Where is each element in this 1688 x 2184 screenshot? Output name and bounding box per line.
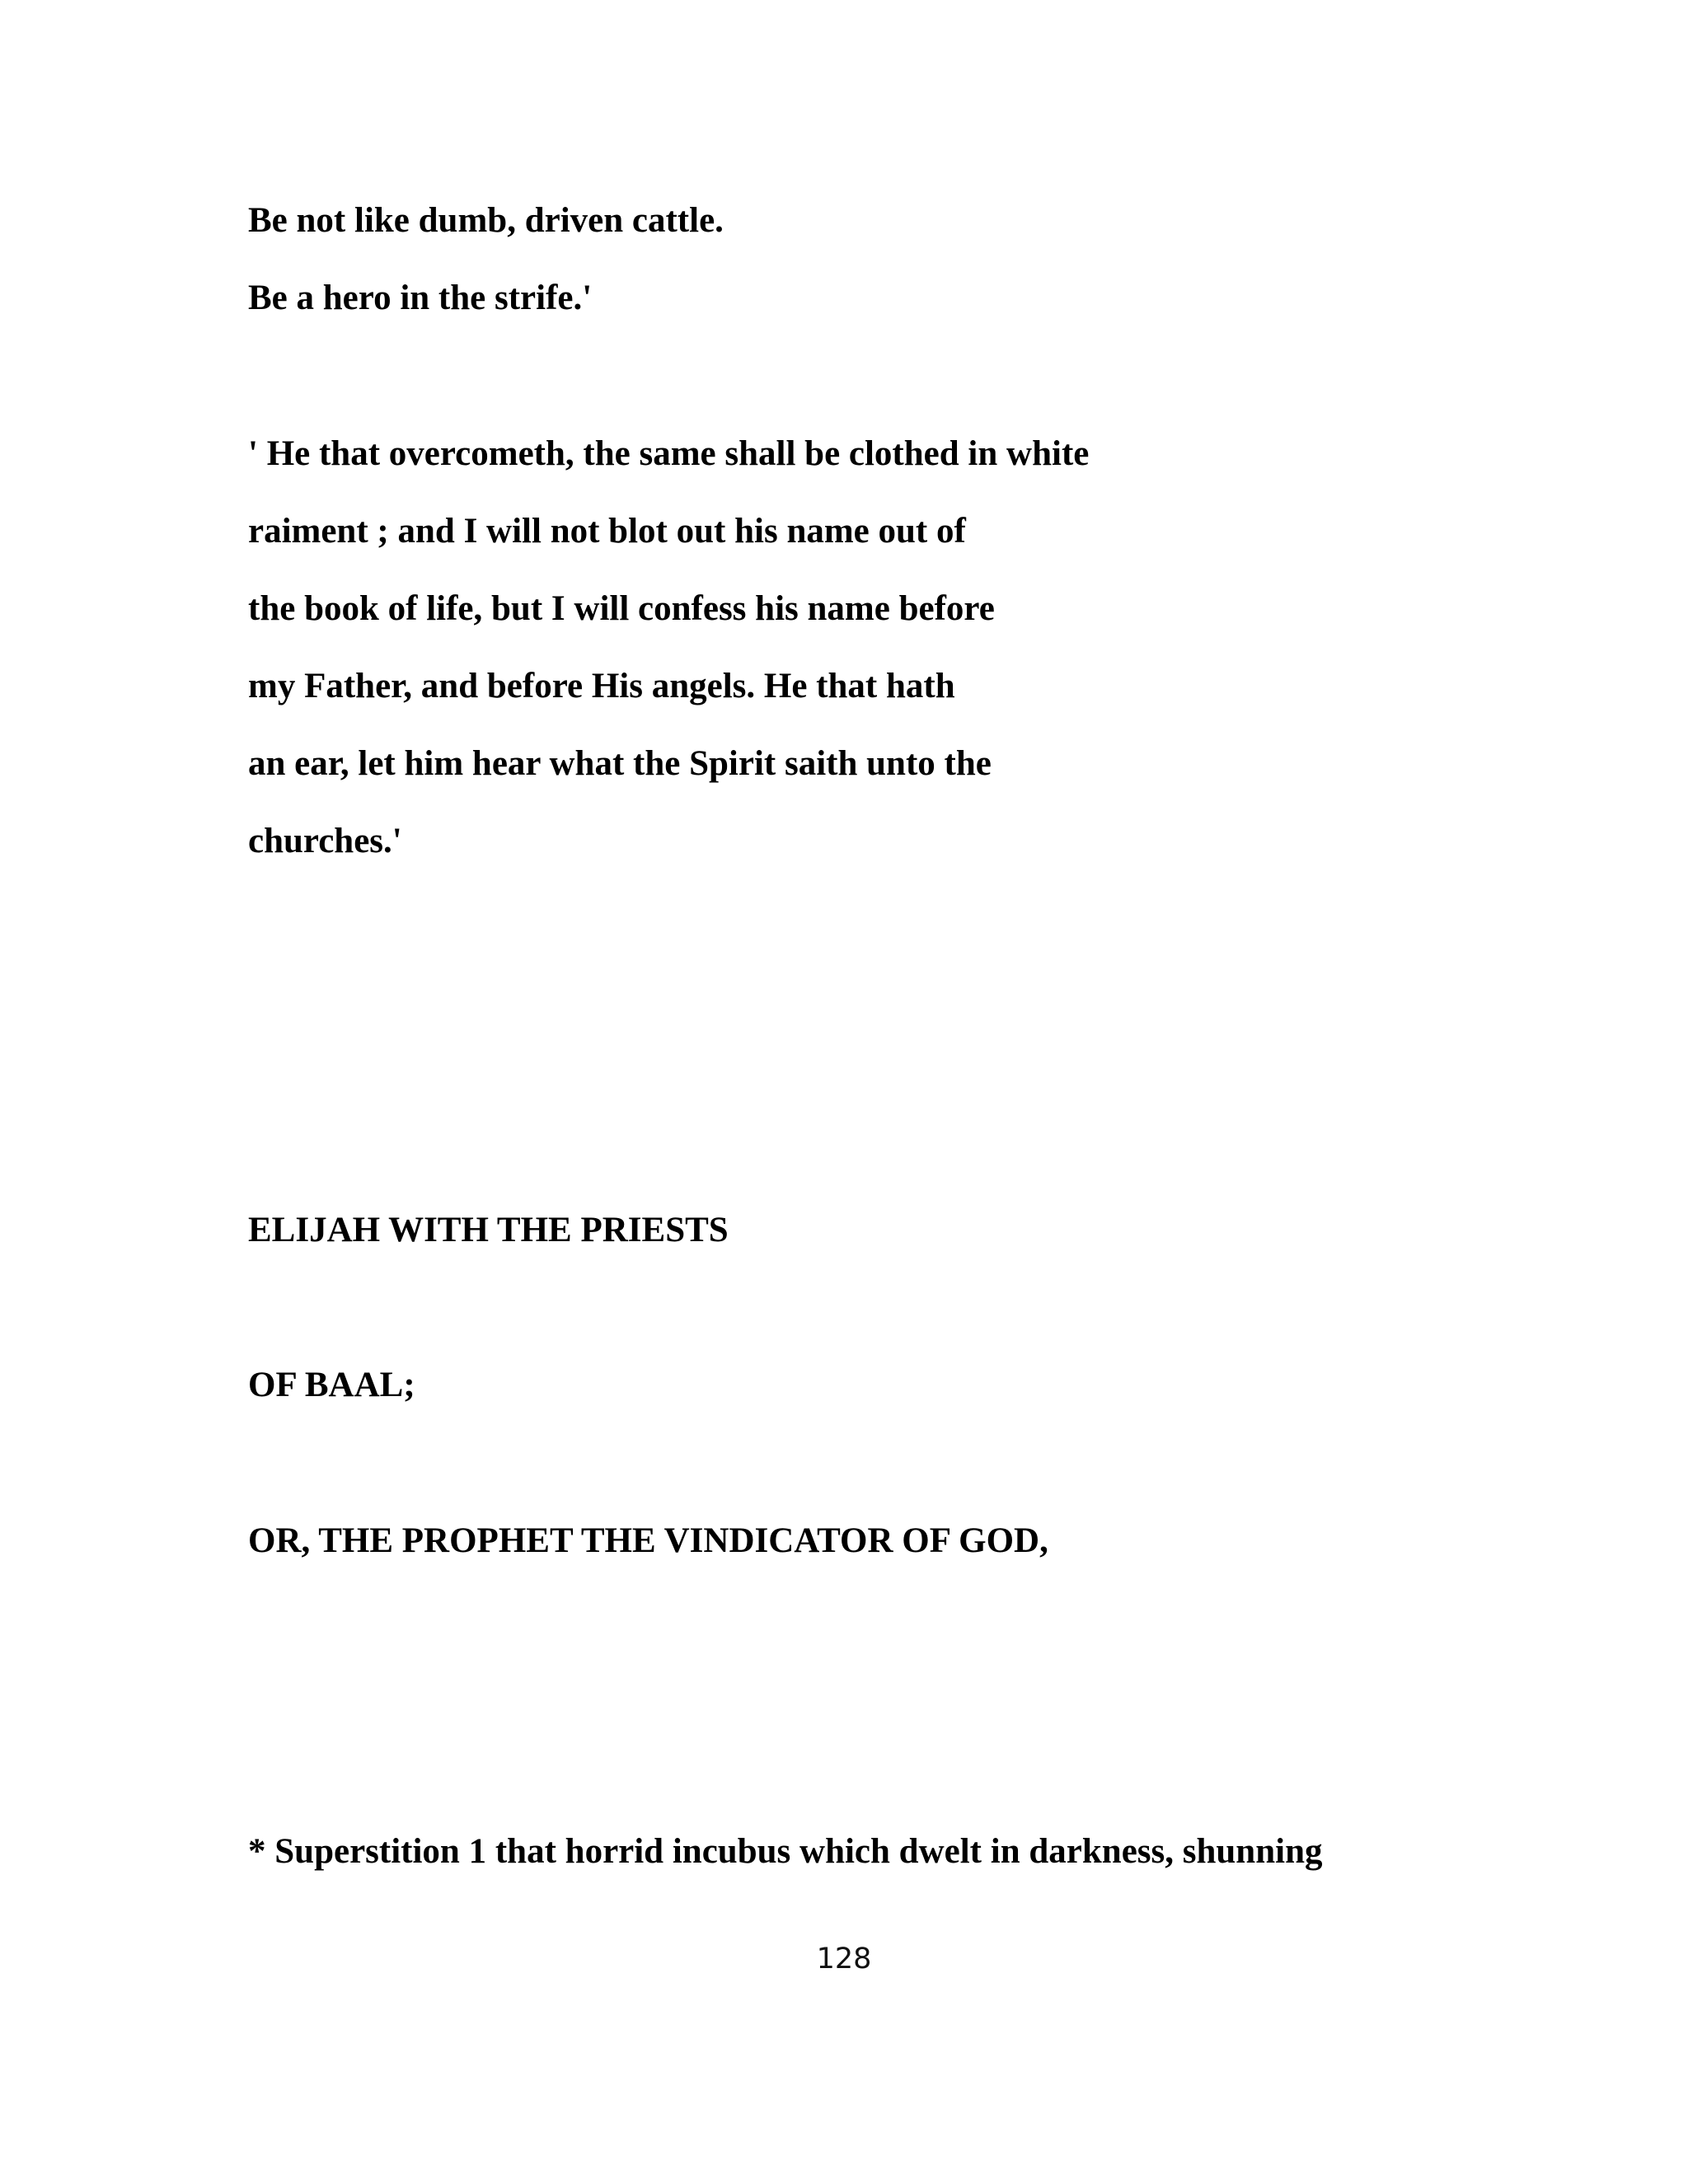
footnote-line: * Superstition 1 that horrid incubus which dwelt in darkness, shunning [248,1832,1323,1871]
quote-line-6: churches.' [248,822,402,860]
page-number: 128 [816,1943,872,1975]
quote-line-5: an ear, let him hear what the Spirit saith unto the [248,744,992,783]
quote-line-2: raiment ; and I will not blot out his name out of [248,512,966,551]
poem-line-1: Be not like dumb, driven cattle. [248,201,724,240]
chapter-heading-line-1: ELIJAH WITH THE PRIESTS [248,1211,729,1249]
quote-line-3: the book of life, but I will confess his name before [248,589,995,628]
chapter-heading-line-3: OR, THE PROPHET THE VINDICATOR OF GOD, [248,1521,1048,1560]
chapter-heading-line-2: OF BAAL; [248,1366,415,1404]
quote-line-4: my Father, and before His angels. He that hath [248,667,955,705]
poem-line-2: Be a hero in the strife.' [248,279,593,317]
quote-line-1: ' He that overcometh, the same shall be clothed in white [248,434,1090,473]
